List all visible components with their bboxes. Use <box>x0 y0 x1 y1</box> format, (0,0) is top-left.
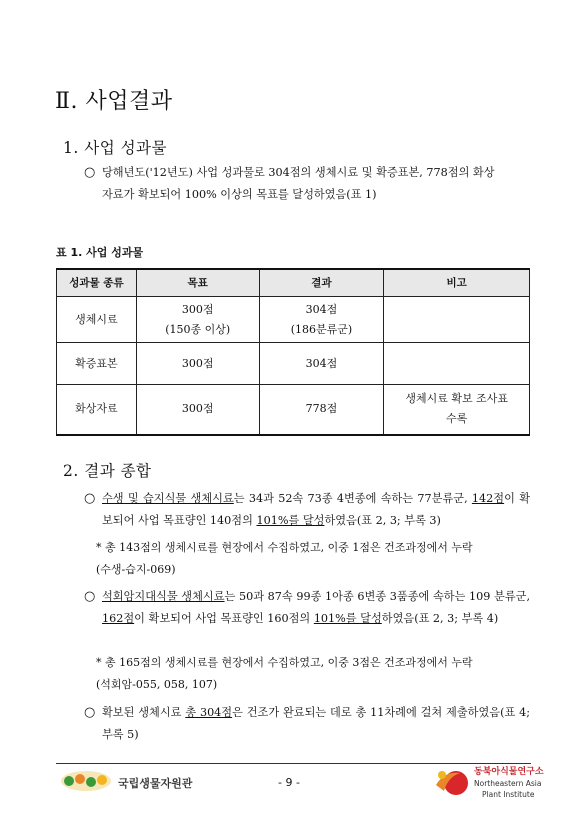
result-bullet-1 <box>84 488 530 532</box>
text: 는 34과 52속 73종 4변종에 속하는 77분류군, <box>233 492 472 505</box>
text: 하였음(표 2, 3; 부록 3) <box>324 514 441 527</box>
table-cell <box>259 297 384 343</box>
table-cell: 778점 <box>259 385 384 435</box>
page-number: - 9 - <box>278 776 300 789</box>
underlined-text: 수생 및 습지식물 생체시료 <box>102 492 234 505</box>
cell-line: (150종 이상) <box>165 322 231 336</box>
table-row <box>57 343 530 385</box>
text: 확보된 생체시료 <box>102 706 186 719</box>
table-header-cell: 성과물 종류 <box>57 269 137 297</box>
cell-line: 300점 <box>181 302 214 316</box>
note-1-line1: * 총 143점의 생체시료를 현장에서 수집하였고, 이중 1점은 건조과정에서 누락 <box>96 541 473 554</box>
note-1 <box>96 537 530 581</box>
table-row <box>57 385 530 435</box>
text: 하였음(표 2, 3; 부록 4) <box>381 612 499 625</box>
underlined-text: 석회암지대식물 생체시료 <box>102 590 225 603</box>
table-header-cell: 결과 <box>259 269 384 297</box>
neapi-logo-icon <box>434 767 470 797</box>
underlined-text: 101%를 달성 <box>313 612 382 625</box>
right-org <box>474 767 544 800</box>
cell-line: 수록 <box>446 412 468 426</box>
result-bullet-2-text <box>84 586 530 630</box>
right-org-english-1: Northeastern Asia <box>474 779 542 788</box>
underlined-text: 162점 <box>102 612 135 625</box>
text: 이 확보되어 사업 목표량인 160점의 <box>134 612 314 625</box>
note-1-line2: (수생-습지-069) <box>96 563 176 576</box>
table-header-cell: 목표 <box>136 269 259 297</box>
table-cell <box>384 385 530 435</box>
note-2-line2: (석회암-055, 058, 107) <box>96 678 218 691</box>
left-org-name: 국립생물자원관 <box>118 777 193 790</box>
paragraph-1-line2: 자료가 확보되어 100% 이상의 목표를 달성하였음(표 1) <box>102 188 377 201</box>
table-row <box>57 297 530 343</box>
nibr-logo-icon <box>60 770 112 792</box>
table-cell: 확증표본 <box>57 343 137 385</box>
underlined-text: 총 304점 <box>185 706 233 719</box>
table-cell: 생체시료 <box>57 297 137 343</box>
table-caption: 표 1. 사업 성과물 <box>56 246 144 259</box>
table-cell: 화상자료 <box>57 385 137 435</box>
table-cell <box>136 297 259 343</box>
bullet-circle: ○ <box>84 165 96 180</box>
bullet-circle: ○ <box>84 491 96 506</box>
footer-divider <box>56 763 531 764</box>
table-cell: 300점 <box>136 385 259 435</box>
result-bullet-3-text <box>84 702 530 746</box>
subsection-title-2: 2. 결과 종합 <box>63 462 152 480</box>
table-header-row <box>57 269 530 297</box>
table-header-cell: 비고 <box>384 269 530 297</box>
note-2-line1: * 총 165점의 생체시료를 현장에서 수집하였고, 이중 3점은 건조과정에서 누락 <box>96 656 473 669</box>
cell-line: 생체시료 확보 조사표 <box>405 392 508 406</box>
bullet-circle: ○ <box>84 589 96 604</box>
result-bullet-3 <box>84 702 530 746</box>
text: 이 확보되어 사업 목표량인 140점의 <box>102 492 530 527</box>
bullet-circle: ○ <box>84 705 96 720</box>
text: 은 건조가 완료되는 데로 총 11차례에 걸쳐 제출하였음(표 4; 부록 5) <box>102 706 530 741</box>
cell-line: (186분류군) <box>290 322 353 336</box>
cell-line: 304점 <box>305 302 338 316</box>
section-title: Ⅱ. 사업결과 <box>55 89 173 114</box>
result-bullet-2 <box>84 586 530 630</box>
note-2 <box>96 652 530 696</box>
neapi-logo <box>434 767 470 797</box>
table-cell: 304점 <box>259 343 384 385</box>
result-bullet-1-text <box>84 488 530 532</box>
table-cell <box>384 297 530 343</box>
subsection-title-1: 1. 사업 성과물 <box>63 139 168 157</box>
nibr-logo <box>60 770 112 792</box>
underlined-text: 142점 <box>471 492 505 505</box>
right-org-korean: 동북아식물연구소 <box>474 767 544 777</box>
text: 는 50과 87속 99종 1아종 6변종 3품종에 속하는 109 분류군, <box>224 590 531 603</box>
underlined-text: 101%를 달성 <box>256 514 325 527</box>
right-org-english-2: Plant Institute <box>482 790 535 799</box>
table-cell: 300점 <box>136 343 259 385</box>
table-cell <box>384 343 530 385</box>
results-table <box>56 268 530 436</box>
paragraph-1-line1: 당해년도('12년도) 사업 성과물로 304점의 생체시료 및 확증표본, 778점의 화상 <box>102 166 495 179</box>
paragraph-1 <box>84 162 530 206</box>
